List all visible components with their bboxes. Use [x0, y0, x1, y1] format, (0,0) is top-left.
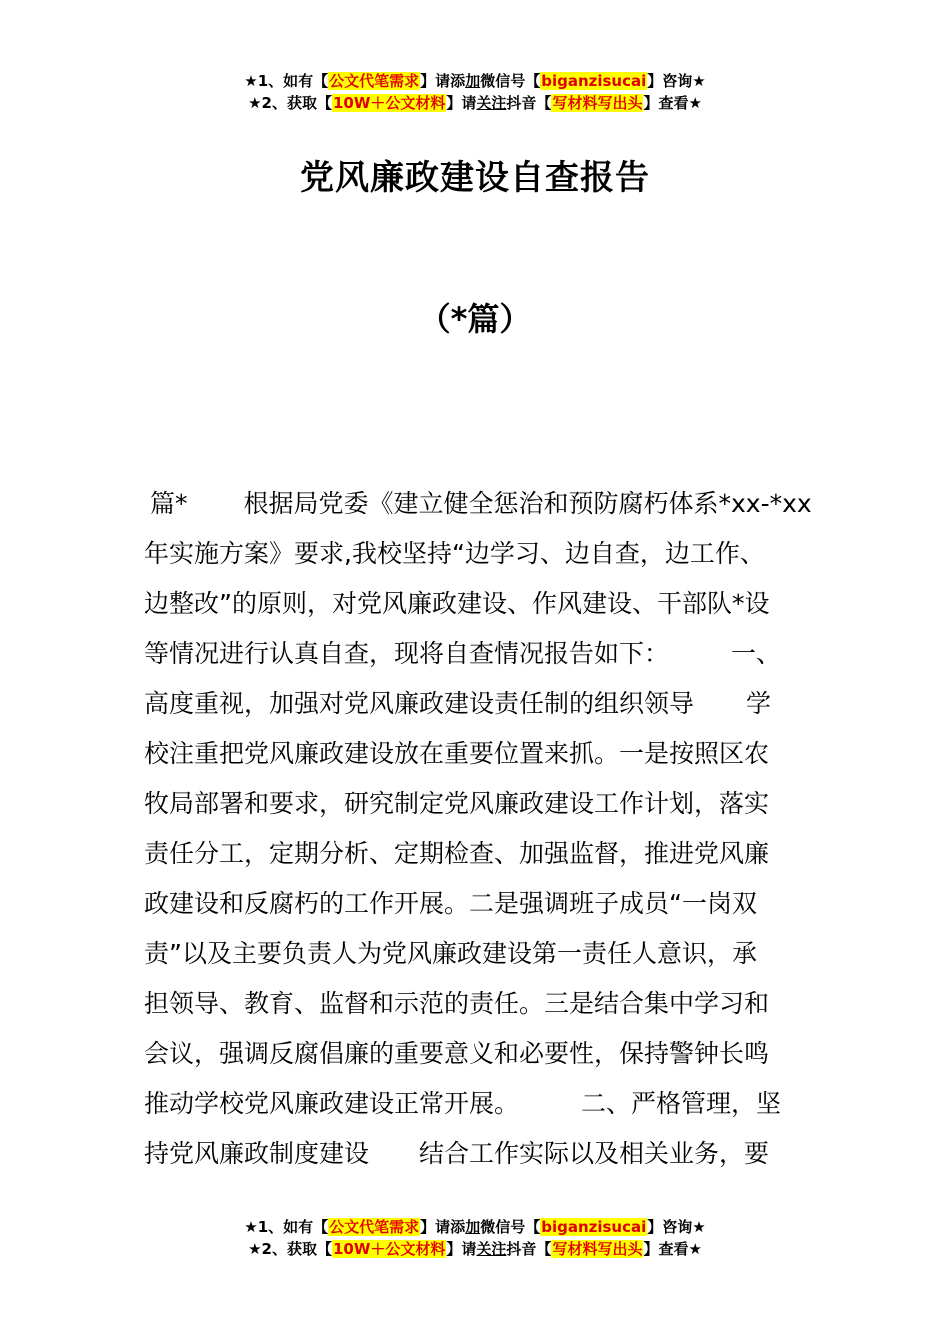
body-line — [144, 1129, 809, 1179]
body-line — [144, 879, 809, 929]
body-text: 责”以及主要负责人为党风廉政建设第一责任人意识，承 — [144, 939, 757, 968]
footer-banner — [0, 1216, 950, 1260]
banner-highlight: 10W＋公文材料 — [332, 1240, 446, 1258]
banner-text: 微信号【 — [480, 72, 541, 90]
body-line — [144, 1029, 809, 1079]
body-text: 边整改”的原则，对党风廉政建设、作风建设、干部队*设 — [144, 589, 770, 618]
banner-text: 】查看★ — [643, 94, 702, 112]
body-text: 会议，强调反腐倡廉的重要意义和必要性，保持警钟长鸣 — [144, 1039, 770, 1068]
body-line — [144, 979, 809, 1029]
body-text: 年实施方案》要求,我校坚持“边学习、边自查，边工作、 — [144, 539, 765, 568]
body-text: 篇* — [150, 489, 188, 518]
body-text: 高度重视，加强对党风廉政建设责任制的组织领导 — [144, 689, 695, 718]
banner-line-1 — [0, 70, 950, 92]
banner-text: 抖音【 — [506, 94, 552, 112]
banner-highlight: biganzisucai — [541, 72, 647, 90]
body-line — [144, 529, 809, 579]
body-text: 结合工作实际以及相关业务，要 — [419, 1139, 770, 1168]
banner-highlight: 写材料写出头 — [552, 1240, 643, 1258]
banner-text: 】请 — [446, 94, 477, 112]
banner-text: 微信号【 — [480, 1218, 541, 1236]
body-text: 担领导、教育、监督和示范的责任。三是结合集中学习和 — [144, 989, 770, 1018]
banner-text: ★2、获取【 — [248, 94, 332, 112]
banner-underlined: 加 — [465, 72, 481, 90]
body-text: 牧局部署和要求，研究制定党风廉政建设工作计划，落实 — [144, 789, 770, 818]
body-line — [144, 629, 809, 679]
body-line — [144, 729, 809, 779]
banner-text: 】查看★ — [643, 1240, 702, 1258]
body-line — [144, 679, 809, 729]
banner-highlight: 公文代笔需求 — [329, 72, 420, 90]
banner-underlined: 关注 — [476, 1240, 507, 1258]
banner-underlined: 关注 — [476, 94, 507, 112]
body-text: 一、 — [731, 639, 782, 668]
banner-text: 】咨询★ — [647, 72, 706, 90]
body-text: 等情况进行认真自查，现将自查情况报告如下： — [144, 639, 670, 668]
body-text: 学 — [746, 689, 772, 718]
body-line — [144, 929, 809, 979]
banner-text: 】请 — [446, 1240, 477, 1258]
body-line — [144, 479, 812, 529]
banner-text: 】请添 — [420, 72, 466, 90]
banner-line-1 — [0, 1216, 950, 1238]
body-line — [144, 779, 809, 829]
banner-text: 】请添 — [420, 1218, 466, 1236]
banner-highlight: 公文代笔需求 — [329, 1218, 420, 1236]
header-banner — [0, 70, 950, 114]
banner-highlight: 写材料写出头 — [552, 94, 643, 112]
page-subtitle: （*篇） — [418, 300, 532, 338]
banner-highlight: 10W＋公文材料 — [332, 94, 446, 112]
banner-text: ★1、如有【 — [244, 72, 329, 90]
body-line — [144, 829, 809, 879]
body-text: 政建设和反腐朽的工作开展。二是强调班子成员“一岗双 — [144, 889, 757, 918]
banner-text: ★1、如有【 — [244, 1218, 329, 1236]
banner-text: 抖音【 — [506, 1240, 552, 1258]
page-title: 党风廉政建设自查报告 — [300, 158, 650, 198]
banner-highlight: biganzisucai — [541, 1218, 647, 1236]
body-text: 推动学校党风廉政建设正常开展。 — [144, 1089, 520, 1118]
banner-line-2 — [0, 92, 950, 114]
body-line — [144, 1079, 809, 1129]
body-text: 二、严格管理，坚 — [581, 1089, 782, 1118]
document-body — [144, 479, 812, 1179]
banner-text: ★2、获取【 — [248, 1240, 332, 1258]
body-line — [144, 579, 809, 629]
banner-line-2 — [0, 1238, 950, 1260]
body-text: 责任分工，定期分析、定期检查、加强监督，推进党风廉 — [144, 839, 770, 868]
banner-text: 】咨询★ — [647, 1218, 706, 1236]
body-text: 持党风廉政制度建设 — [144, 1139, 370, 1168]
banner-underlined: 加 — [465, 1218, 481, 1236]
body-text: 根据局党委《建立健全惩治和预防腐朽体系*xx-*xx — [243, 489, 812, 518]
body-text: 校注重把党风廉政建设放在重要位置来抓。一是按照区农 — [144, 739, 770, 768]
